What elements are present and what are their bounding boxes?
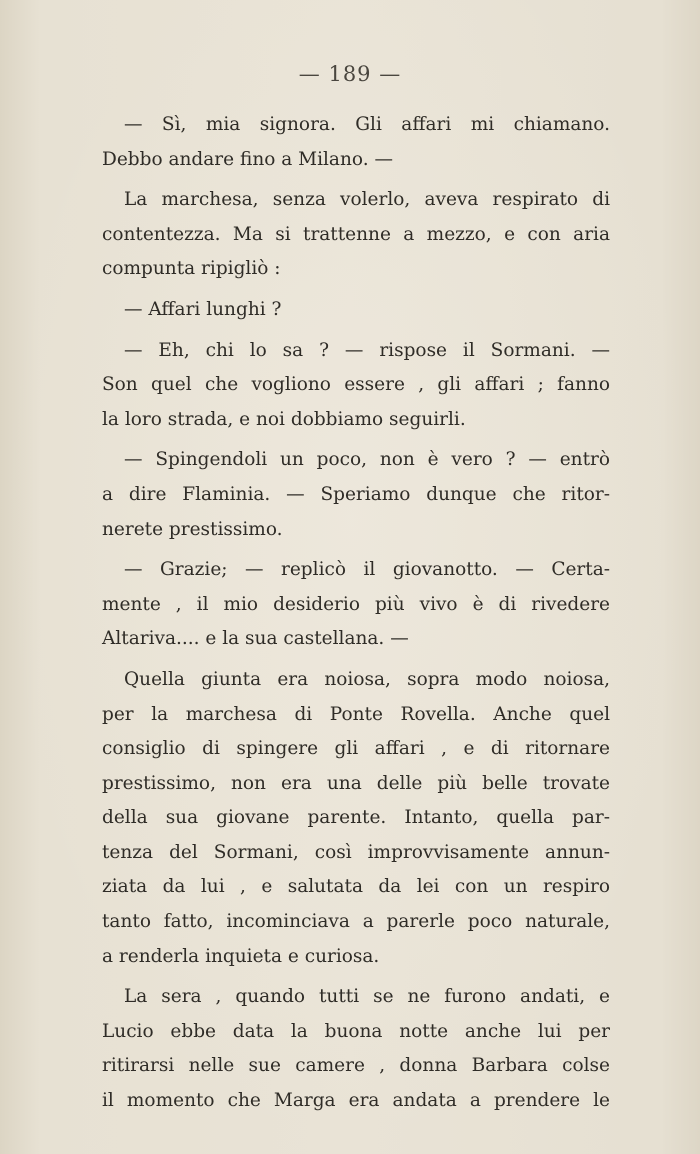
text-line: — Spingendoli un poco, non è vero ? — entrò — [124, 449, 610, 471]
text-line: prestissimo, non era una delle più belle trovate — [102, 772, 610, 794]
text-line: La marchesa, senza volerlo, aveva respirato di — [124, 189, 610, 211]
text-line: compunta ripigliò : — [102, 258, 281, 280]
text-line: ziata da lui , e salutata da lei con un respiro — [102, 876, 610, 898]
text-line: a renderla inquieta e curiosa. — [102, 945, 380, 967]
text-line: nerete prestissimo. — [102, 518, 283, 540]
text-line: il momento che Marga era andata a prendere le — [102, 1090, 610, 1112]
text-line: mente , il mio desiderio più vivo è di rivedere — [102, 593, 610, 615]
page-number: — 189 — — [298, 62, 402, 86]
text-line: Lucio ebbe data la buona notte anche lui per — [102, 1020, 610, 1042]
text-line: Debbo andare fino a Milano. — — [102, 148, 393, 170]
text-line: — Eh, chi lo sa ? — rispose il Sormani. — — [124, 339, 610, 361]
text-line: Quella giunta era noiosa, sopra modo noiosa, — [124, 668, 610, 690]
text-line: La sera , quando tutti se ne furono andati, e — [124, 986, 610, 1008]
text-line: a dire Flaminia. — Speriamo dunque che ritor- — [102, 483, 610, 505]
text-line: la loro strada, e noi dobbiamo seguirli. — [102, 408, 466, 430]
text-line: tenza del Sormani, così improvvisamente annun- — [102, 841, 610, 863]
text-line: consiglio di spingere gli affari , e di ritornare — [102, 738, 610, 760]
body-text — [102, 108, 610, 1119]
text-line: Altariva.... e la sua castellana. — — [102, 628, 409, 650]
text-line: — Grazie; — replicò il giovanotto. — Certa- — [124, 559, 610, 581]
text-line: contentezza. Ma si trattenne a mezzo, e con aria — [102, 223, 610, 245]
text-line: Son quel che vogliono essere , gli affari ; fanno — [102, 374, 610, 396]
text-line: tanto fatto, incominciava a parerle poco naturale, — [102, 911, 610, 933]
text-line: della sua giovane parente. Intanto, quella par- — [102, 807, 610, 829]
text-line: per la marchesa di Ponte Rovella. Anche quel — [102, 703, 610, 725]
text-line: — Affari lunghi ? — [124, 298, 282, 320]
text-line: — Sì, mia signora. Gli affari mi chiamano. — [124, 114, 610, 135]
text-line: ritirarsi nelle sue camere , donna Barbara colse — [102, 1055, 610, 1077]
